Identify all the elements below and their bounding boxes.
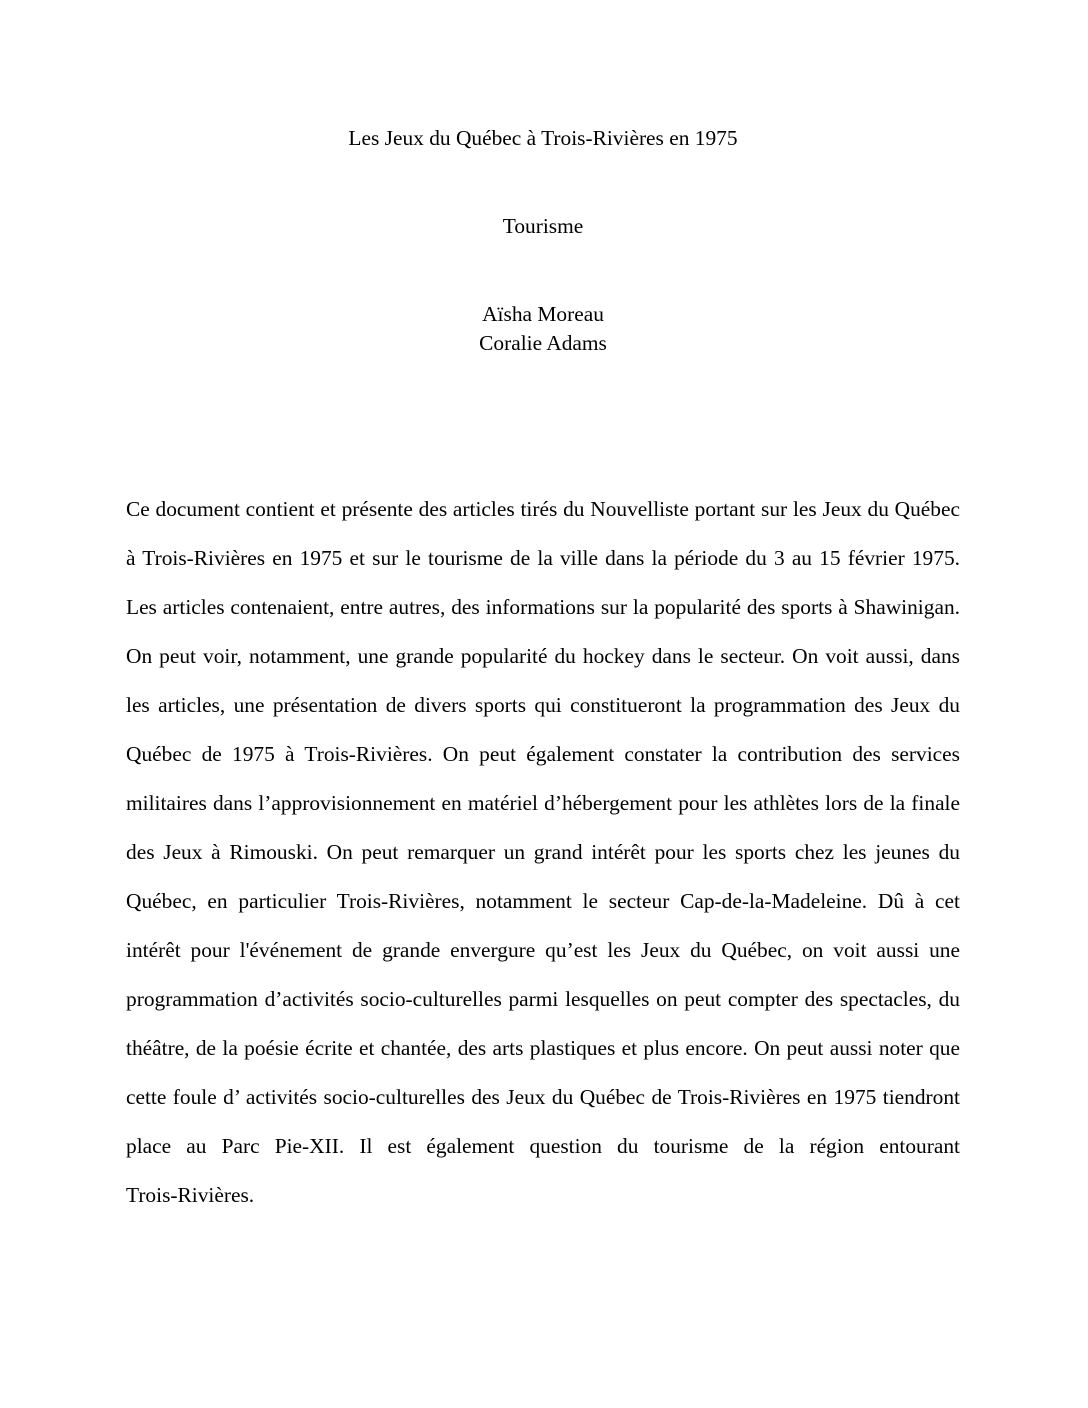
paragraph-line: place au Parc Pie-XII. Il est également question du tourisme de la région entourant	[126, 1134, 960, 1158]
paragraph-line: militaires dans l’approvisionnement en matériel d’hébergement pour les athlètes lors de la finale	[126, 791, 960, 815]
paragraph-line: Les articles contenaient, entre autres, des informations sur la popularité des sports à Shawinigan.	[126, 595, 960, 619]
paragraph-line: des Jeux à Rimouski. On peut remarquer un grand intérêt pour les sports chez les jeunes du	[126, 840, 960, 864]
paragraph-line: Québec, en particulier Trois-Rivières, notamment le secteur Cap-de-la-Madeleine. Dû à cet	[126, 889, 960, 913]
paragraph-line: théâtre, de la poésie écrite et chantée, des arts plastiques et plus encore. On peut aussi noter que	[126, 1036, 960, 1060]
paragraph-line: On peut voir, notamment, une grande popularité du hockey dans le secteur. On voit aussi, dans	[126, 644, 960, 668]
author-block	[126, 300, 960, 357]
author-name: Coralie Adams	[479, 330, 607, 355]
document-title: Les Jeux du Québec à Trois-Rivières en 1975	[348, 126, 738, 150]
paragraph-line: Trois-Rivières.	[126, 1183, 255, 1207]
paragraph-line: Québec de 1975 à Trois-Rivières. On peut également constater la contribution des services	[126, 742, 960, 766]
paragraph-line: programmation d’activités socio-culturelles parmi lesquelles on peut compter des spectacles, du	[126, 987, 960, 1011]
paragraph-line: intérêt pour l'événement de grande envergure qu’est les Jeux du Québec, on voit aussi une	[126, 938, 960, 962]
abstract-paragraph	[126, 485, 960, 1220]
paragraph-line: cette foule d’ activités socio-culturelles des Jeux du Québec de Trois-Rivières en 1975 tiendront	[126, 1085, 960, 1109]
author-name: Aïsha Moreau	[482, 302, 604, 326]
paragraph-line: à Trois-Rivières en 1975 et sur le tourisme de la ville dans la période du 3 au 15 février 1975.	[126, 546, 960, 570]
paragraph-line: Ce document contient et présente des articles tirés du Nouvelliste portant sur les Jeux du Québec	[126, 497, 960, 521]
paragraph-line: les articles, une présentation de divers sports qui constitueront la programmation des Jeux du	[126, 693, 960, 717]
document-subtitle: Tourisme	[502, 214, 584, 238]
